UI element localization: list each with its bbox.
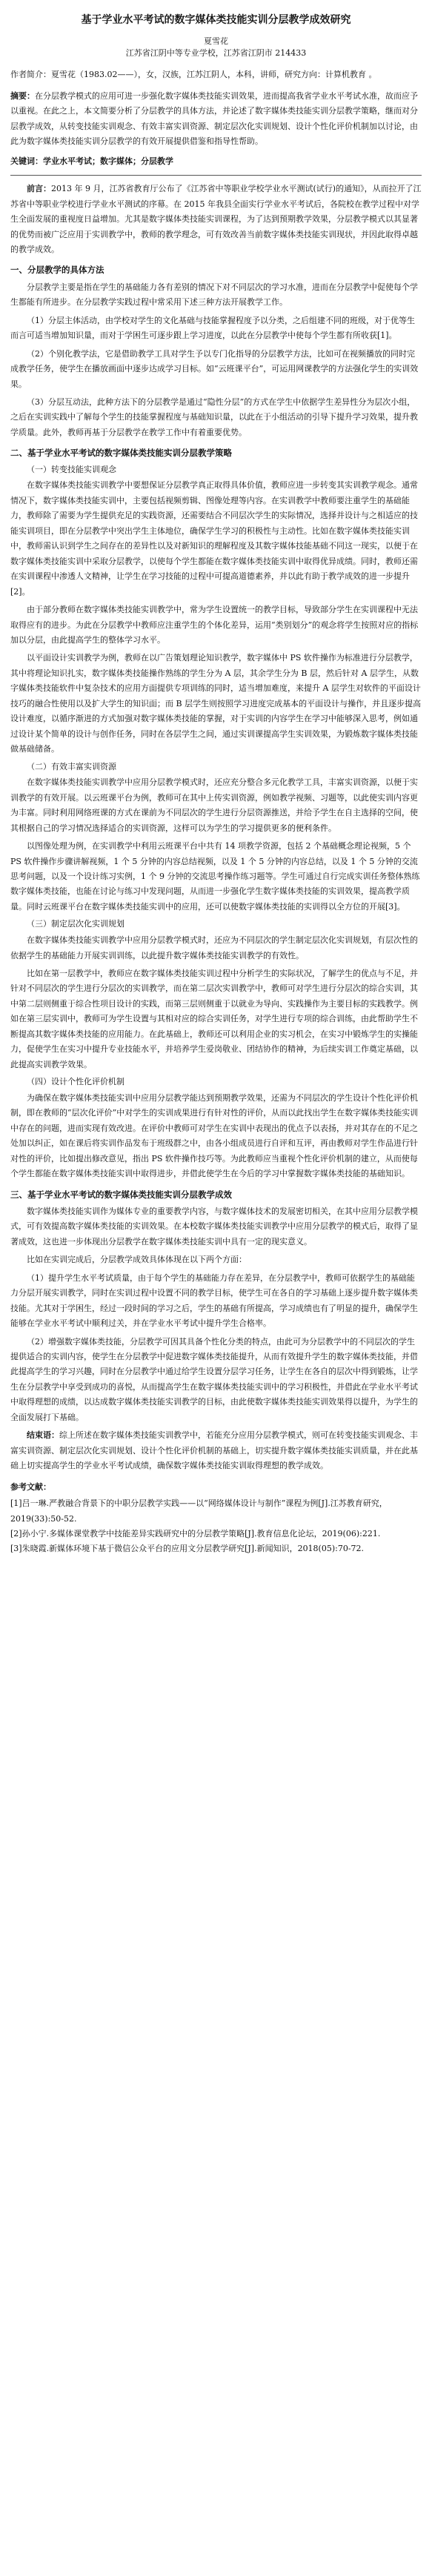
intro-label: 前言： [27,184,51,194]
subsection-heading: （一）转变技能实训观念 [27,464,116,474]
section-2-paragraph: 在数字媒体类技能实训教学中应用分层教学模式时，还应为不同层次的学生制定层次化实训规划，有层次性的依据学生的基础能力开展实训训练，以此提升数字媒体类技能实训教学的有效性。 [10,935,418,960]
section-1-paragraph: （2）个别化教学法，它是借助教学工具对学生予以专门化指导的分层教学方法，比如可在视频播放的同时完成教学任务，使学生在播放画面中逐步达成学习目标。如“云班课平台”，可运用网课教学的方法强化学生的实训效果。 [10,348,419,389]
section-1-paragraph: （1）分层主体活动，由学校对学生的文化基础与技能掌握程度予以分类，之后组建不同的班级，对于优等生而言可适当增加知识量，而对于学困生可逐步跟上学习进度，以此在分层教学中使每个学生都有所收获[1]。 [10,315,415,341]
divider [10,175,422,176]
conclusion-paragraph [10,1428,422,1473]
keywords [10,154,422,169]
section-2-paragraph: 由于部分教师在数字媒体类技能实训教学中，常为学生设置统一的教学目标，导致部分学生在实训课程中无法取得应有的进步。为此在分层教学中教师应注重学生的个体化差异，运用“类别划分”的观念将学生按照对应的指标加以分层，由此提高学生的整体学习水平。 [10,605,419,645]
abstract-label: 摘要： [10,90,35,101]
section-2-paragraph: 在数字媒体类技能实训教学中要想保证分层教学真正取得具体价值，教师应进一步转变其实训教学观念。通常情况下，数字媒体类技能实训中，主要包括视频剪辑、图像处理等内容。在实训教学中教师要注重学生的基础能力，教师除了需要为学生提供充足的实践资源，还需要结合不同层次学生的实际情况，选择并设计与之相适应的技能实训项目，即在分层教学中突出学生主体地位，确保学生学习的积极性与主动性。比如在数字媒体类技能实训中，教师需认识到学生之间存在的差异性以及对新知识的理解程度及其数字媒体技能基础不同这一现实，以便于在数字媒体类技能实训中采取分层教学，以使每个学生都能在数字媒体类技能实训中取得优异成绩。同时，教师还需在实训课程中渗透人文精神，让学生在学习技能的过程中可提高道德素养，并以此有助于教学成效的进一步提升[2]。 [10,480,418,597]
section-3-paragraph: （2）增强数字媒体类技能，分层教学可因其具备个性化分类的特点，由此可为分层教学中的不同层次的学生提供适合的实训内容，使学生在分层教学中促进数字媒体类技能提升，从而有效提升学生的数字媒体类技能，并借此提高学生的学习兴趣，同时在分层教学中通过给学生设置分层学习任务，让学生在各自的层次中得到锻炼，让学生在分层教学中享受到成功的喜悦，从而提高学生在数字媒体类技能实训中的学习积极性，并借此在学业水平考试中取得理想的成绩，以达成数字媒体类技能实训教学的目标，由此使数字媒体类技能实训效果得以提升，为学生的全面发展打下基础。 [10,1336,418,1422]
reference-item: [1]吕一琳.严教融合背景下的中职分层教学实践——以“网络媒体设计与制作”课程为例[J].江苏教育研究，2019(33):50-52. [10,1498,388,1524]
subsection-heading: （四）设计个性化评价机制 [27,1077,124,1087]
section-2-paragraph: 在数字媒体类技能实训教学中应用分层教学模式时，还应充分整合多元化教学工具，丰富实训资源，以便于实训教学的有效开展。以云班课平台为例，教师可在其中上传实训资源，例如教学视频、习题等，以此使实训内容更为丰富。同时利用网络班课的方式在课前为不同层次的学生进行分层资源推送，并给予学生在自主选择的空间，使其根据自己的学习情况选择适合的实训资源，这样可以为学生的学习提供更多的便利条件。 [10,777,418,833]
abstract-text: 在分层教学模式的应用可进一步强化数字媒体类技能实训效果，进而提高我省学业水平考试水准，故而应予以重视。在此之上，本文简要分析了分层教学的具体方法，并论述了数字媒体类技能实训分层教学策略，继而对分层教学成效，从转变技能实训观念、有效丰富实训资源、制定层次化实训规划、设计个性化评价机制加以讨论，由此为数字媒体类技能实训分层教学的有效开展提供借鉴和指导性帮助。 [10,90,418,147]
keywords-text: 学业水平考试；数字媒体；分层教学 [43,156,173,166]
subsection-heading: （二）有效丰富实训资源 [27,761,116,771]
author-info: 作者简介：夏雪花（1983.02——），女，汉族，江苏江阴人，本科，讲师，研究方向：计算机教育 。 [10,70,377,80]
conclusion-text: 综上所述在数字媒体类技能实训教学中，若能充分应用分层教学模式，则可在转变技能实训观念、丰富实训资源、制定层次化实训规划、设计个性化评价机制的基础上，切实提升数字媒体类技能实训质量，并在此基础上切实提高学生的学业水平考试成绩，确保数字媒体类技能实训取得理想的教学成效。 [10,1430,418,1471]
paper-title: 基于学业水平考试的数字媒体类技能实训分层教学成效研究 [81,14,351,26]
section-1-heading: 一、分层教学的具体方法 [10,265,104,276]
intro-paragraph [10,182,422,257]
abstract [10,89,422,150]
section-2-paragraph: 比如在第一层教学中，教师应在数字媒体类技能实训过程中分析学生的实际状况，了解学生的优点与不足，并针对不同层次的学生进行分层次的实训教学，而在第二层次实训教学中，教师可对学生进行分层次的综合实训，其中第二层则侧重于综合性项目设计的实践，而第三层则侧重于以就业为导向、实践操作为主要目标的实践教学。例如在第三层实训中，教师可为学生设置与其相对应的综合实训任务，对学生进行专项的综合训练，由此帮助学生不断提高其数字媒体类技能的应用能力。在此基础上，教师还可以利用企业的实习机会，在实习中锻炼学生的实操能力，促使学生在实习中提升专业技能水平，并培养学生爱岗敬业、团结协作的精神，为后续实训工作奠定基础，以此提高实训教学效果。 [10,968,418,1069]
author-name: 夏雪花 [204,36,228,46]
subsection-heading: （三）制定层次化实训规划 [27,919,124,929]
keywords-label: 关键词： [10,156,43,166]
intro-text: 2013 年 9 月，江苏省教育厅公布了《江苏省中等职业学校学业水平测试(试行)的通知》，从而拉开了江苏省中等职业学校进行学业水平测试的序幕。在 2015 年我县全面实行学业水平考试后，各院校在教学过程中对学生全面发展的重视度日益增加。尤其是数字媒体类技能实训课程，为了达到预期教学效果，分层教学模式以其显著的优势而被广泛应用于实训教学中，教师的教学理念，可有效改善当前数字媒体类技能实训现状，并因此取得卓越的教学成效。 [10,184,422,254]
section-3-heading: 三、基于学业水平考试的数字媒体类技能实训分层教学成效 [10,1189,232,1200]
section-2-paragraph: 以平面设计实训教学为例，教师在以广告策划理论知识教学，数字媒体中 PS 软件操作为标准进行分层教学，其中将理论知识扎实，数字媒体类技能操作熟练的学生分为 A 层，其余学生分为 B 层，然后针对 A 层学生，从数字媒体类技能软件中复杂技术的应用方面提供专项训练的同时，适当增加难度，来提升 A 层学生对软件的平面设计技巧的融合性使用以及扩大学生的知识面；而 B 层学生则按照学习进度完成基本的平面设计与操作，并且逐步提高设计难度，以循序渐进的方式加强对数字媒体类技能的掌握，对于实训的内容学生在学习中能够深入思考，例如通过设计某个简单的设计与创作任务，同时在各层学生之间，通过实训课提高学生实训效果，为锻炼数字媒体类技能做基础储备。 [10,653,422,754]
section-2-heading: 二、基于学业水平考试的数字媒体类技能实训分层教学策略 [10,448,232,459]
author-affiliation: 江苏省江阴中等专业学校，江苏省江阴市 214433 [125,47,307,58]
section-3-paragraph: 比如在实训完成后，分层教学成效具体体现在以下两个方面： [27,1255,247,1265]
section-2-paragraph: 以图像处理为例，在实训教学中利用云班课平台中共有 14 项教学资源，包括 2 个基础概念理论视频，5 个 PS 软件操作步骤讲解视频，1 个 5 分钟的内容总结视频，以及 1 个 5 分钟的内容总结，以及 1 个 5 分钟的交流思考问题，以及一个设计练习实例，1 个 9 分钟的交流思考操作练习题等。学生可通过自行完成实训任务整体熟练数字媒体类技能，也能在讨论与练习中发现问题，从而进一步强化学生数字媒体类技能的实训效果，提高教学质量。同时云班课平台在数字媒体类技能实训中的应用，还可以使数字媒体类技能的实训得以全方位的开展[3]。 [10,841,420,912]
section-1-paragraph: 分层教学主要是指在学生的基础能力各有差别的情况下对不同层次的学习水准，进而在分层教学中促使每个学生都能有所进步。在分层教学实践过程中常采用下述三种方法开展教学工作。 [10,282,418,308]
section-3-paragraph: 数字媒体类技能实训作为媒体专业的重要教学内容，与数字媒体技术的发展密切相关，在其中应用分层教学模式，可有效提高数字媒体类技能的实训效果。在本校数字媒体类技能实训教学中应用分层教学的模式后，取得了显著成效，这也进一步体现出分层教学在数字媒体类技能实训中具有一定的现实意义。 [10,1206,418,1246]
section-2-paragraph: 为确保在数字媒体类技能实训中应用分层教学能达到预期教学效果，还需为不同层次的学生设计个性化评价机制，即在教师的“层次化评价”中对学生的实训成果进行有针对性的评价，从而以此找出学生在数字媒体类技能实训中存在的问题，进而实现有效改进。在评价中教师可对学生在实训中表现出的优点予以表扬，并对其存在的不足之处加以纠正，如在课后将实训作品发布于班级群之中，由各小组成员进行自评和互评，再由教师对学生作品进行针对性的评价，比如提出修改意见，指出 PS 软件操作技巧等。为此教师应当重视个性化评价机制的建立，从而使每个学生都能在数字媒体类技能实训中取得进步，并借此使学生在今后的学习中掌握数字媒体类技能的基础知识。 [10,1092,419,1179]
references-heading: 参考文献： [10,1481,51,1492]
section-1-paragraph: （3）分层互动法，此种方法下的分层教学是通过“隐性分层”的方式在学生中依据学生差异性分为层次小组，之后在实训实践中了解每个学生的技能掌握程度与基础知识量，以此在于小组活动的引导下提升学习效果，提升教学质量。此外，教师再基于分层教学在教学工作中有着重要优势。 [10,397,418,437]
section-3-paragraph: （1）提升学生水平考试质量，由于每个学生的基础能力存在差异，在分层教学中，教师可依据学生的基础能力分层开展实训教学，同时在实训过程中设置不同的教学目标，使学生可在各自的学习基础上逐步提升数字媒体类技能。尤其对于学困生，经过一段时间的学习之后，学生的基础有所提高，学习成绩也有了明显的提升，确保学生能够在学业水平考试中顺利过关，并在学业水平考试中提升学生合格率。 [10,1272,418,1329]
reference-item: [3]朱晓霞.新媒体环境下基于微信公众平台的应用文分层教学研究[J].新闻知识，2018(05):70-72. [10,1544,365,1554]
reference-item: [2]孙小宁.多媒体课堂教学中技能差异实践研究中的分层教学策略[J].教育信息化论坛，2019(06):221. [10,1529,381,1538]
conclusion-label: 结束语： [27,1430,59,1441]
